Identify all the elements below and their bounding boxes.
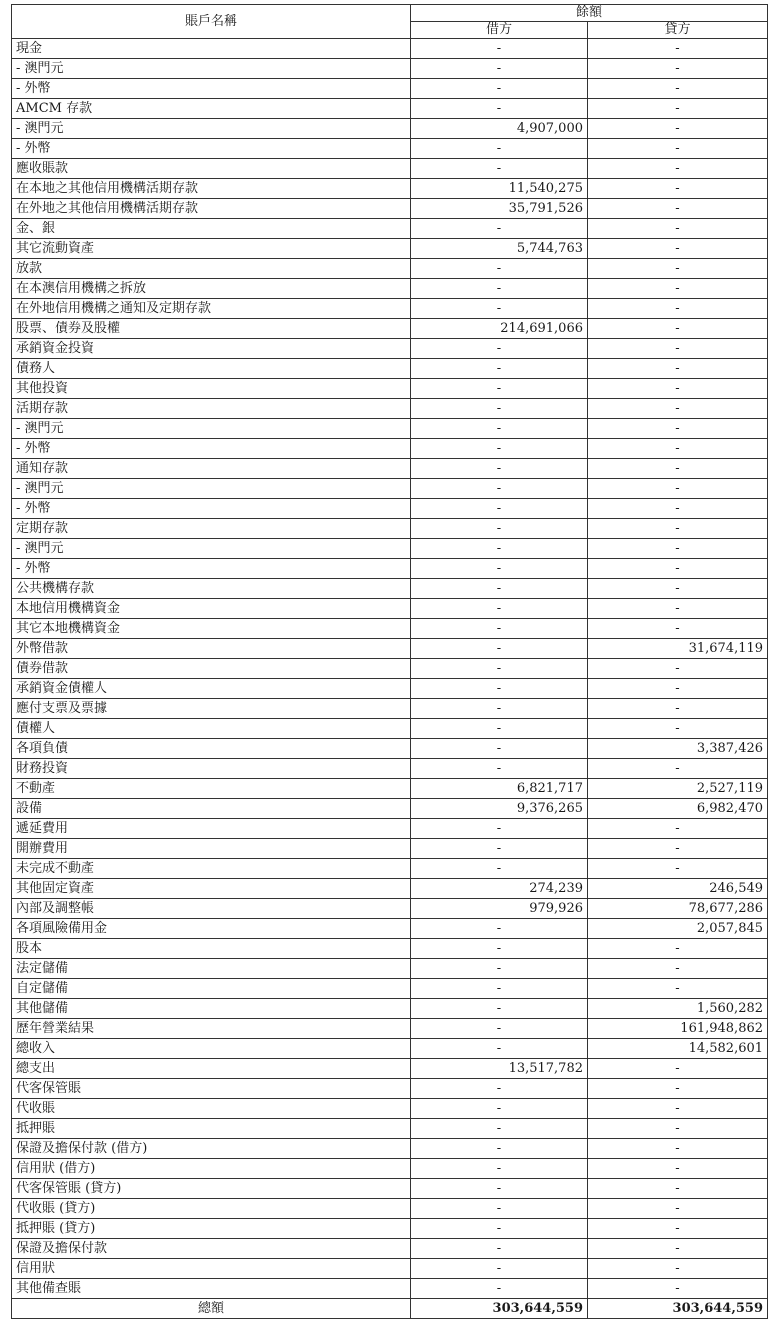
table-row (12, 579, 768, 599)
credit-cell: - (588, 159, 768, 179)
credit-cell: - (588, 759, 768, 779)
table-row (12, 1219, 768, 1239)
account-name-cell: 本地信用機構資金 (12, 599, 411, 619)
total-row (12, 1299, 768, 1319)
credit-cell: - (588, 199, 768, 219)
debit-cell: - (411, 719, 588, 739)
account-name-cell: - 外幣 (12, 79, 411, 99)
account-name-cell: 代收賬 (12, 1099, 411, 1119)
account-name-cell: 應付支票及票據 (12, 699, 411, 719)
table-row (12, 1059, 768, 1079)
credit-cell: 246,549 (588, 879, 768, 899)
account-name-cell: 在本澳信用機構之拆放 (12, 279, 411, 299)
account-name-cell: 在本地之其他信用機構活期存款 (12, 179, 411, 199)
credit-cell: 2,527,119 (588, 779, 768, 799)
debit-cell: - (411, 1119, 588, 1139)
credit-cell: - (588, 699, 768, 719)
debit-cell: - (411, 619, 588, 639)
credit-cell: - (588, 979, 768, 999)
table-row (12, 859, 768, 879)
account-name-cell: 保證及擔保付款 (借方) (12, 1139, 411, 1159)
credit-cell: - (588, 39, 768, 59)
account-name-cell: - 澳門元 (12, 539, 411, 559)
account-name-cell: 保證及擔保付款 (12, 1239, 411, 1259)
table-row (12, 999, 768, 1019)
debit-cell: - (411, 819, 588, 839)
debit-cell: - (411, 159, 588, 179)
account-name-cell: 通知存款 (12, 459, 411, 479)
credit-cell: - (588, 1199, 768, 1219)
table-row (12, 1179, 768, 1199)
account-name-cell: - 外幣 (12, 439, 411, 459)
debit-cell: - (411, 1039, 588, 1059)
credit-cell: - (588, 959, 768, 979)
table-row (12, 679, 768, 699)
account-name-cell: 定期存款 (12, 519, 411, 539)
debit-cell: - (411, 359, 588, 379)
credit-cell: - (588, 1139, 768, 1159)
table-row (12, 459, 768, 479)
debit-cell: - (411, 479, 588, 499)
credit-cell: - (588, 179, 768, 199)
total-credit: 303,644,559 (588, 1299, 768, 1319)
credit-cell: - (588, 659, 768, 679)
account-name-cell: 其他投資 (12, 379, 411, 399)
account-name-cell: 股票、債券及股權 (12, 319, 411, 339)
account-name-cell: 信用狀 (借方) (12, 1159, 411, 1179)
account-name-cell: 現金 (12, 39, 411, 59)
debit-cell: - (411, 839, 588, 859)
debit-cell: - (411, 39, 588, 59)
credit-cell: - (588, 539, 768, 559)
account-name-cell: 總收入 (12, 1039, 411, 1059)
account-name-cell: 各項負債 (12, 739, 411, 759)
credit-cell: - (588, 419, 768, 439)
credit-cell: 3,387,426 (588, 739, 768, 759)
debit-cell: - (411, 1199, 588, 1219)
credit-cell: - (588, 399, 768, 419)
table-row (12, 299, 768, 319)
credit-cell: - (588, 859, 768, 879)
table-row (12, 219, 768, 239)
account-name-cell: 自定儲備 (12, 979, 411, 999)
debit-cell: - (411, 299, 588, 319)
balance-header: 餘額 (411, 5, 768, 22)
table-row (12, 659, 768, 679)
account-name-cell: 股本 (12, 939, 411, 959)
table-row (12, 779, 768, 799)
table-row (12, 59, 768, 79)
account-name-cell: 在外地信用機構之通知及定期存款 (12, 299, 411, 319)
credit-cell: - (588, 1259, 768, 1279)
table-row (12, 1019, 768, 1039)
table-row (12, 939, 768, 959)
debit-cell: - (411, 339, 588, 359)
table-row (12, 799, 768, 819)
debit-cell: 35,791,526 (411, 199, 588, 219)
account-name-cell: - 澳門元 (12, 59, 411, 79)
credit-cell: - (588, 839, 768, 859)
table-row (12, 419, 768, 439)
credit-cell: 2,057,845 (588, 919, 768, 939)
account-name-cell: 總支出 (12, 1059, 411, 1079)
table-row (12, 1199, 768, 1219)
credit-cell: - (588, 1079, 768, 1099)
table-row (12, 159, 768, 179)
credit-cell: - (588, 359, 768, 379)
account-name-cell: 不動產 (12, 779, 411, 799)
debit-cell: - (411, 419, 588, 439)
account-name-cell: 放款 (12, 259, 411, 279)
table-row (12, 279, 768, 299)
account-name-cell: 債券借款 (12, 659, 411, 679)
account-name-cell: AMCM 存款 (12, 99, 411, 119)
table-row (12, 559, 768, 579)
debit-cell: 4,907,000 (411, 119, 588, 139)
credit-cell: - (588, 1179, 768, 1199)
credit-cell: 78,677,286 (588, 899, 768, 919)
account-name-cell: 開辦費用 (12, 839, 411, 859)
account-name-cell: 承銷資金投資 (12, 339, 411, 359)
debit-cell: - (411, 499, 588, 519)
debit-cell: - (411, 279, 588, 299)
table-row (12, 1279, 768, 1299)
debit-cell: - (411, 379, 588, 399)
credit-cell: - (588, 219, 768, 239)
total-label: 總額 (12, 1299, 411, 1319)
table-row (12, 539, 768, 559)
credit-cell: - (588, 379, 768, 399)
credit-cell: - (588, 679, 768, 699)
account-name-cell: 歷年營業結果 (12, 1019, 411, 1039)
credit-cell: - (588, 619, 768, 639)
credit-cell: - (588, 819, 768, 839)
debit-cell: - (411, 399, 588, 419)
credit-cell: - (588, 599, 768, 619)
account-name-cell: 抵押賬 (貸方) (12, 1219, 411, 1239)
debit-cell: - (411, 99, 588, 119)
table-row (12, 319, 768, 339)
account-name-cell: 代客保管賬 (貸方) (12, 1179, 411, 1199)
debit-cell: - (411, 999, 588, 1019)
account-name-cell: 其他備查賬 (12, 1279, 411, 1299)
account-name-cell: 各項風險備用金 (12, 919, 411, 939)
credit-cell: - (588, 79, 768, 99)
credit-cell: - (588, 319, 768, 339)
account-name-cell: 其他儲備 (12, 999, 411, 1019)
total-debit: 303,644,559 (411, 1299, 588, 1319)
debit-cell: 11,540,275 (411, 179, 588, 199)
debit-cell: 979,926 (411, 899, 588, 919)
account-name-header: 賬戶名稱 (12, 5, 411, 39)
account-name-cell: 代客保管賬 (12, 1079, 411, 1099)
credit-cell: - (588, 279, 768, 299)
table-row (12, 1259, 768, 1279)
credit-cell: - (588, 339, 768, 359)
table-row (12, 379, 768, 399)
account-name-cell: 信用狀 (12, 1259, 411, 1279)
debit-cell: - (411, 979, 588, 999)
debit-cell: - (411, 939, 588, 959)
account-name-cell: 代收賬 (貸方) (12, 1199, 411, 1219)
table-row (12, 499, 768, 519)
account-name-cell: 外幣借款 (12, 639, 411, 659)
credit-cell: - (588, 579, 768, 599)
table-row (12, 519, 768, 539)
debit-cell: 9,376,265 (411, 799, 588, 819)
credit-cell: 14,582,601 (588, 1039, 768, 1059)
debit-cell: - (411, 679, 588, 699)
debit-cell: - (411, 739, 588, 759)
account-name-cell: 未完成不動產 (12, 859, 411, 879)
debit-cell: - (411, 579, 588, 599)
account-name-cell: 其它流動資產 (12, 239, 411, 259)
credit-cell: - (588, 1219, 768, 1239)
account-name-cell: 公共機構存款 (12, 579, 411, 599)
table-row (12, 759, 768, 779)
debit-cell: - (411, 1019, 588, 1039)
account-name-cell: - 澳門元 (12, 479, 411, 499)
table-row (12, 1239, 768, 1259)
table-row (12, 1139, 768, 1159)
account-name-cell: - 外幣 (12, 499, 411, 519)
table-row (12, 239, 768, 259)
debit-cell: - (411, 219, 588, 239)
debit-cell: - (411, 139, 588, 159)
table-row (12, 1079, 768, 1099)
debit-cell: - (411, 959, 588, 979)
debit-cell: - (411, 639, 588, 659)
credit-cell: - (588, 479, 768, 499)
account-name-cell: - 澳門元 (12, 119, 411, 139)
table-row (12, 699, 768, 719)
table-row (12, 479, 768, 499)
debit-cell: - (411, 599, 588, 619)
debit-cell: - (411, 1279, 588, 1299)
debit-cell: - (411, 1079, 588, 1099)
debit-cell: 274,239 (411, 879, 588, 899)
account-name-cell: 其它本地機構資金 (12, 619, 411, 639)
table-row (12, 79, 768, 99)
credit-cell: - (588, 499, 768, 519)
table-row (12, 1119, 768, 1139)
debit-cell: - (411, 1159, 588, 1179)
credit-cell: 161,948,862 (588, 1019, 768, 1039)
debit-cell: - (411, 519, 588, 539)
account-name-cell: 其他固定資產 (12, 879, 411, 899)
credit-cell: - (588, 939, 768, 959)
credit-cell: - (588, 1239, 768, 1259)
table-row (12, 1099, 768, 1119)
credit-cell: - (588, 1059, 768, 1079)
debit-cell: - (411, 1259, 588, 1279)
debit-header: 借方 (411, 22, 588, 39)
trial-balance-table (11, 4, 768, 1319)
credit-cell: - (588, 439, 768, 459)
credit-cell: - (588, 119, 768, 139)
credit-cell: - (588, 59, 768, 79)
debit-cell: - (411, 1139, 588, 1159)
account-name-cell: - 外幣 (12, 559, 411, 579)
table-row (12, 639, 768, 659)
table-row (12, 179, 768, 199)
account-name-cell: 遞延費用 (12, 819, 411, 839)
table-row (12, 339, 768, 359)
credit-cell: - (588, 299, 768, 319)
table-row (12, 619, 768, 639)
debit-cell: - (411, 1219, 588, 1239)
credit-cell: - (588, 1279, 768, 1299)
credit-cell: - (588, 1099, 768, 1119)
table-row (12, 199, 768, 219)
debit-cell: - (411, 1099, 588, 1119)
credit-cell: - (588, 459, 768, 479)
account-name-cell: 抵押賬 (12, 1119, 411, 1139)
account-name-cell: 活期存款 (12, 399, 411, 419)
account-name-cell: 法定儲備 (12, 959, 411, 979)
debit-cell: 13,517,782 (411, 1059, 588, 1079)
debit-cell: - (411, 59, 588, 79)
table-row (12, 1039, 768, 1059)
debit-cell: - (411, 699, 588, 719)
credit-cell: 1,560,282 (588, 999, 768, 1019)
table-row (12, 439, 768, 459)
account-name-cell: 應收賬款 (12, 159, 411, 179)
credit-cell: - (588, 259, 768, 279)
table-row (12, 899, 768, 919)
debit-cell: - (411, 459, 588, 479)
debit-cell: - (411, 919, 588, 939)
debit-cell: 214,691,066 (411, 319, 588, 339)
table-row (12, 1159, 768, 1179)
debit-cell: - (411, 439, 588, 459)
credit-cell: - (588, 139, 768, 159)
account-name-cell: 債務人 (12, 359, 411, 379)
table-row (12, 839, 768, 859)
table-row (12, 139, 768, 159)
table-row (12, 959, 768, 979)
debit-cell: - (411, 659, 588, 679)
debit-cell: 6,821,717 (411, 779, 588, 799)
account-name-cell: 金、銀 (12, 219, 411, 239)
table-row (12, 739, 768, 759)
table-row (12, 399, 768, 419)
account-name-cell: - 外幣 (12, 139, 411, 159)
table-body (12, 39, 768, 1299)
credit-cell: - (588, 1159, 768, 1179)
table-row (12, 819, 768, 839)
table-row (12, 919, 768, 939)
table-row (12, 119, 768, 139)
debit-cell: - (411, 559, 588, 579)
credit-cell: - (588, 1119, 768, 1139)
account-name-cell: - 澳門元 (12, 419, 411, 439)
table-row (12, 599, 768, 619)
debit-cell: - (411, 1239, 588, 1259)
account-name-cell: 財務投資 (12, 759, 411, 779)
account-name-cell: 在外地之其他信用機構活期存款 (12, 199, 411, 219)
debit-cell: 5,744,763 (411, 239, 588, 259)
table-row (12, 99, 768, 119)
table-row (12, 719, 768, 739)
debit-cell: - (411, 79, 588, 99)
debit-cell: - (411, 759, 588, 779)
account-name-cell: 承銷資金債權人 (12, 679, 411, 699)
table-row (12, 359, 768, 379)
account-name-cell: 內部及調整帳 (12, 899, 411, 919)
credit-cell: 6,982,470 (588, 799, 768, 819)
credit-cell: - (588, 239, 768, 259)
account-name-cell: 設備 (12, 799, 411, 819)
credit-cell: - (588, 519, 768, 539)
credit-header: 貸方 (588, 22, 768, 39)
debit-cell: - (411, 539, 588, 559)
credit-cell: 31,674,119 (588, 639, 768, 659)
credit-cell: - (588, 559, 768, 579)
debit-cell: - (411, 259, 588, 279)
credit-cell: - (588, 99, 768, 119)
debit-cell: - (411, 1179, 588, 1199)
table-row (12, 879, 768, 899)
table-row (12, 39, 768, 59)
table-row (12, 259, 768, 279)
credit-cell: - (588, 719, 768, 739)
debit-cell: - (411, 859, 588, 879)
account-name-cell: 債權人 (12, 719, 411, 739)
table-row (12, 979, 768, 999)
